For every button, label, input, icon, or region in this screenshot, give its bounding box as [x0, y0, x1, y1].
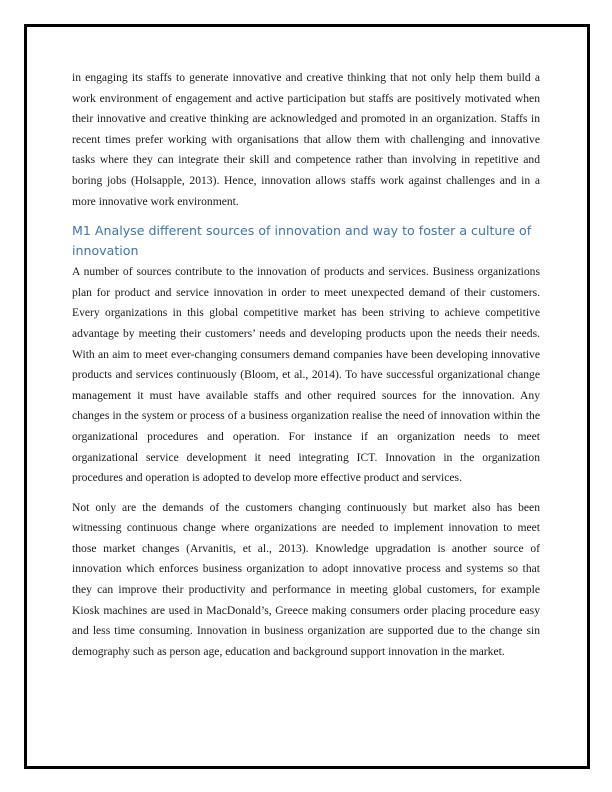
section-heading: M1 Analyse different sources of innovation and way to foster a culture of innovation: [72, 223, 532, 259]
paragraph-intro: in engaging its staffs to generate innovative and creative thinking that not only help them build a work environment of engagement and active participation but staffs are positively motivated when their innovative and creative thinking are acknowledged and promoted in an organization. Staffs in recent times prefer working with organisations that allow them with challenging and innovative tasks where they can integrate their skill and competence rather than involving in repetitive and boring jobs (Holsapple, 2013). Hence, innovation allows staffs work against challenges and in a more innovative work environment.: [72, 71, 540, 208]
paragraph-sources: A number of sources contribute to the innovation of products and services. Business organizations plan for product and service innovation in order to meet unexpected demand of their customers. Every organizations in this global competitive market has been striving to achieve competitive advantage by meeting their customers’ needs and developing products upon the needs their needs. With an aim to meet ever-changing consumers demand companies have been developing innovative products and services continuously (Bloom, et al., 2014). To have successful organizational change management it must have available staffs and other required sources for the innovation. Any changes in the system or process of a business organization realise the need of innovation within the organizational procedures and operation. For instance if an organization needs to meet organizational service development it need integrating ICT. Innovation in the organization procedures and operation is adopted to develop more effective product and services.: [72, 265, 540, 485]
document-body: [72, 68, 540, 662]
paragraph-market-change: Not only are the demands of the customers changing continuously but market also has been witnessing continuous change where organizations are needed to implement innovation to meet those market changes (Arvanitis, et al., 2013). Knowledge upgradation is another source of innovation which enforces business organization to adopt innovative process and systems so that they can improve their productivity and performance in meeting global customers, for example Kiosk machines are used in MacDonald’s, Greece making consumers order placing procedure easy and less time consuming. Innovation in business organization are supported due to the change sin demography such as person age, education and background support innovation in the market.: [72, 500, 540, 658]
